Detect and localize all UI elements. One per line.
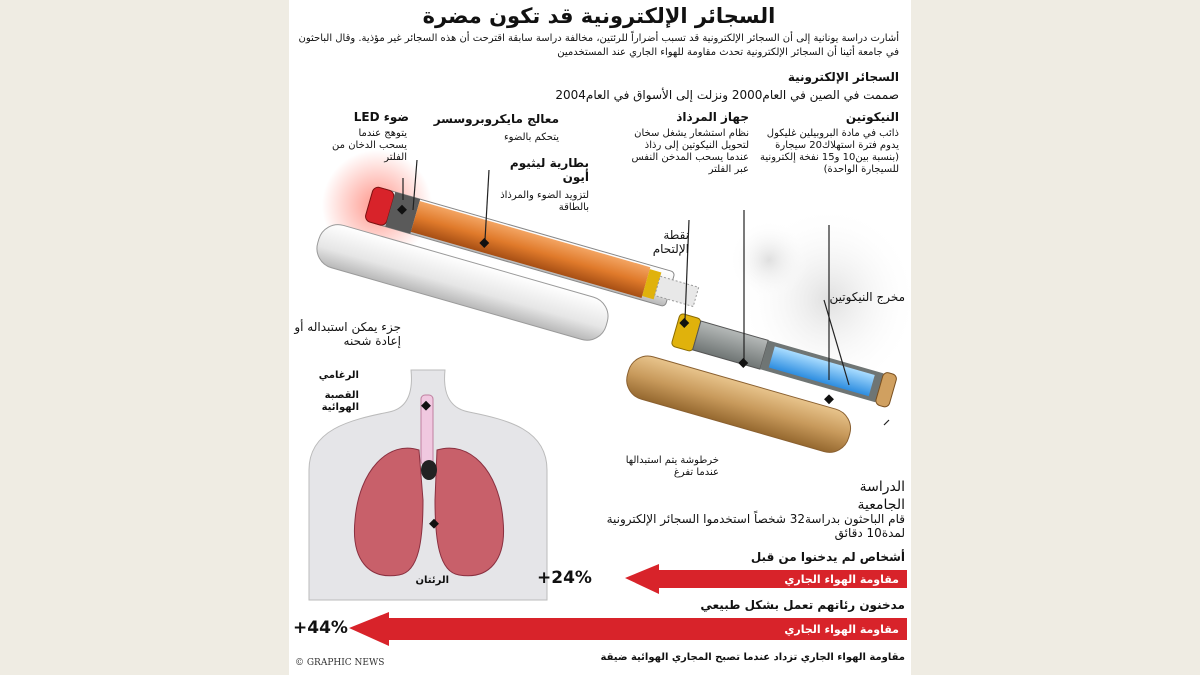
history-heading: السجائر الإلكترونية [787, 70, 899, 84]
text-microprocessor: يتحكم بالضوء [503, 132, 559, 143]
text-battery: لتزويد الضوء والمرذاذ بالطاقة [500, 190, 589, 213]
label-outlet: مخرج النيكوتين [829, 290, 905, 304]
label-junction: نقطة الإلتحام [652, 228, 689, 256]
nonsmokers-label: أشخاص لم يدخنوا من قبل [750, 550, 905, 564]
infographic-sheet [289, 0, 911, 675]
label-lungs: الرئتان [415, 575, 449, 586]
nonsmokers-arrow-label: مقاومة الهواء الجاري [784, 573, 899, 586]
page-title: السجائر الإلكترونية قد تكون مضرة [422, 4, 776, 28]
text-atomizer: نظام استشعار يشغل سخان لتحويل النيكوتين إلى رذاذ عندما يسحب المدخن النفس عبر الفلتر [631, 128, 749, 175]
text-led: يتوهج عندما يسحب الدخان من الفلتر [332, 128, 407, 163]
text-nicotine: ذائب في مادة البروبيلين غليكول يدوم فترة استهلاك20 سيجارة (بنسبة بين10 و15 نفخة إلكترونية للسيجارة الواحدة) [760, 128, 899, 175]
smokers-label: مدخنون رئاتهم تعمل بشكل طبيعي [700, 598, 905, 612]
study-text: قام الباحثون بدراسة32 شخصاً استخدموا السجائر الإلكترونية لمدة10 دقائق [606, 512, 905, 540]
smokers-value: +44% [293, 618, 348, 638]
credit-text: © GRAPHIC NEWS [295, 658, 385, 668]
label-battery: بطارية ليثيوم أيون [509, 156, 589, 184]
label-cartridge: خرطوشة يتم استبدالها عندما تفرغ [625, 455, 719, 478]
results-footnote: مقاومة الهواء الجاري تزداد عندما تصبح المجاري الهوائية ضيقة [600, 652, 905, 663]
history-text: صممت في الصين في العام2000 ونزلت إلى الأسواق في العام2004 [555, 88, 899, 102]
label-larynx: الرغامي [318, 370, 359, 381]
smokers-arrow-label: مقاومة الهواء الجاري [784, 623, 899, 636]
intro-text: أشارت دراسة يونانية إلى أن السجائر الإلكترونية قد تسبب أضراراً للرئتين، مخالفة دراسة سابقة اقترحت أن هذه السجائر غير مؤذية. وقال الباحثون في جامعة أثينا أن السجائر الإلكترونية تحدث مقاومة للهواء الجاري عند المستخدمين [298, 33, 899, 58]
label-microprocessor: معالج مايكروبروسسر [433, 112, 559, 126]
label-atomizer: جهاز المرذاذ [676, 110, 749, 124]
label-replaceable: جزء يمكن استبداله أو إعادة شحنه [294, 320, 401, 348]
nonsmokers-value: +24% [537, 568, 592, 588]
label-nicotine: النيكوتين [845, 110, 899, 124]
study-heading: الدراسة الجامعية [857, 479, 905, 513]
label-trachea: القصبة الهوائية [321, 390, 359, 413]
label-led: ضوء LED [353, 110, 409, 124]
